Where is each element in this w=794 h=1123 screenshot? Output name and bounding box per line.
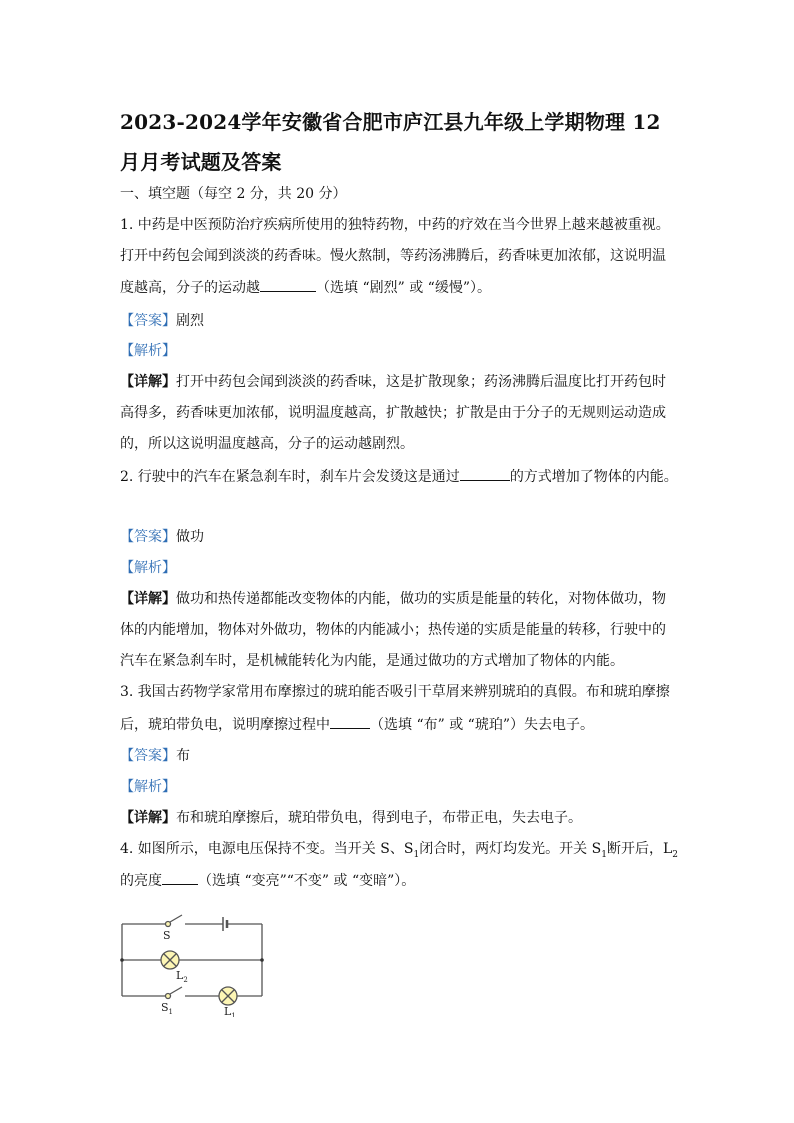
junction — [260, 958, 264, 962]
answer-blank — [460, 467, 510, 481]
q2-detail — [120, 590, 666, 608]
answer-blank — [162, 871, 198, 885]
subscript: 1 — [601, 849, 607, 860]
circuit-diagram — [118, 902, 268, 1017]
answer-tag: 【答案】 — [120, 748, 176, 764]
answer-tag: 【答案】 — [120, 529, 176, 545]
junction — [120, 958, 124, 962]
q4-line — [120, 840, 678, 864]
answer-tag: 【答案】 — [120, 313, 176, 329]
page-title: 2023-2024学年安徽省合肥市庐江县九年级上学期物理 12 — [120, 110, 661, 134]
q3-answer — [120, 747, 190, 765]
text: 度越高，分子的运动越 — [120, 280, 260, 296]
switch-s-pivot — [166, 922, 171, 927]
answer-text: 剧烈 — [176, 313, 204, 329]
q2-line — [120, 467, 678, 486]
q1-detail: 的，所以这说明温度越高，分子的运动越剧烈。 — [120, 436, 414, 452]
text: 断开后，L — [606, 841, 673, 857]
text: （选填 “剧烈” 或 “缓慢”）。 — [316, 280, 491, 296]
q2-detail: 体的内能增加，物体对外做功，物体的内能减小；热传递的实质是能量的转移，行驶中的 — [120, 622, 666, 638]
detail-tag: 【详解】 — [120, 810, 176, 826]
q4-line — [120, 871, 415, 890]
label-s: S — [163, 929, 171, 942]
label-l1: $L_1$ — [224, 1005, 236, 1017]
text: （选填 “变亮”“不变” 或 “变暗”）。 — [198, 873, 416, 889]
q1-line: 1. 中药是中医预防治疗疾病所使用的独特药物，中药的疗效在当今世界上越来越被重视。 — [120, 217, 670, 233]
q1-detail: 高得多，药香味更加浓郁，说明温度越高，扩散越快；扩散是由于分子的无规则运动造成 — [120, 405, 666, 421]
text: 布和琥珀摩擦后，琥珀带负电，得到电子，布带正电，失去电子。 — [176, 810, 582, 826]
analysis-tag: 【解析】 — [120, 779, 176, 795]
answer-text: 布 — [176, 748, 190, 764]
page-title-cont: 月月考试题及答案 — [120, 150, 282, 174]
analysis-tag: 【解析】 — [120, 343, 176, 359]
analysis-tag: 【解析】 — [120, 560, 176, 576]
label-l2: $L_2$ — [176, 969, 188, 984]
text: 的方式增加了物体的内能。 — [509, 469, 678, 485]
section-heading: 一、填空题（每空 2 分，共 20 分） — [120, 186, 347, 202]
subscript: 1 — [413, 849, 420, 860]
answer-text: 做功 — [176, 529, 204, 545]
text: 4. 如图所示，电源电压保持不变。当开关 S、S — [120, 841, 414, 857]
text: 闭合时，两灯均发光。开关 S — [419, 841, 602, 857]
text: 的亮度 — [120, 873, 162, 889]
q1-answer — [120, 312, 204, 330]
text: 后，琥珀带负电，说明摩擦过程中 — [120, 717, 330, 733]
q1-line — [120, 278, 491, 297]
switch-s1-blade-icon — [170, 987, 182, 994]
switch-s-blade-icon — [170, 915, 182, 922]
text: 2. 行驶中的汽车在紧急刹车时，刹车片会发烫这是通过 — [120, 469, 460, 485]
q2-answer — [120, 528, 204, 546]
label-s1: $S_1$ — [161, 1001, 174, 1016]
text: 做功和热传递都能改变物体的内能，做功的实质是能量的转化，对物体做功，物 — [176, 591, 666, 607]
detail-tag: 【详解】 — [120, 591, 176, 607]
q3-line — [120, 715, 594, 734]
text: （选填 “布” 或 “琥珀”）失去电子。 — [370, 717, 594, 733]
q1-line: 打开中药包会闻到淡淡的药香味。慢火熬制，等药汤沸腾后，药香味更加浓郁，这说明温 — [120, 248, 666, 264]
q2-detail: 汽车在紧急刹车时，是机械能转化为内能，是通过做功的方式增加了物体的内能。 — [120, 653, 624, 669]
text: 打开中药包会闻到淡淡的药香味，这是扩散现象；药汤沸腾后温度比打开药包时 — [176, 374, 666, 390]
subscript: 2 — [672, 849, 678, 860]
answer-blank — [260, 278, 316, 292]
q1-detail — [120, 373, 666, 391]
answer-blank — [330, 715, 370, 729]
q3-detail — [120, 809, 582, 827]
detail-tag: 【详解】 — [120, 374, 176, 390]
q3-line: 3. 我国古药物学家常用布摩擦过的琥珀能否吸引干草屑来辨别琥珀的真假。布和琥珀摩擦 — [120, 684, 670, 700]
switch-s1-pivot — [166, 994, 171, 999]
